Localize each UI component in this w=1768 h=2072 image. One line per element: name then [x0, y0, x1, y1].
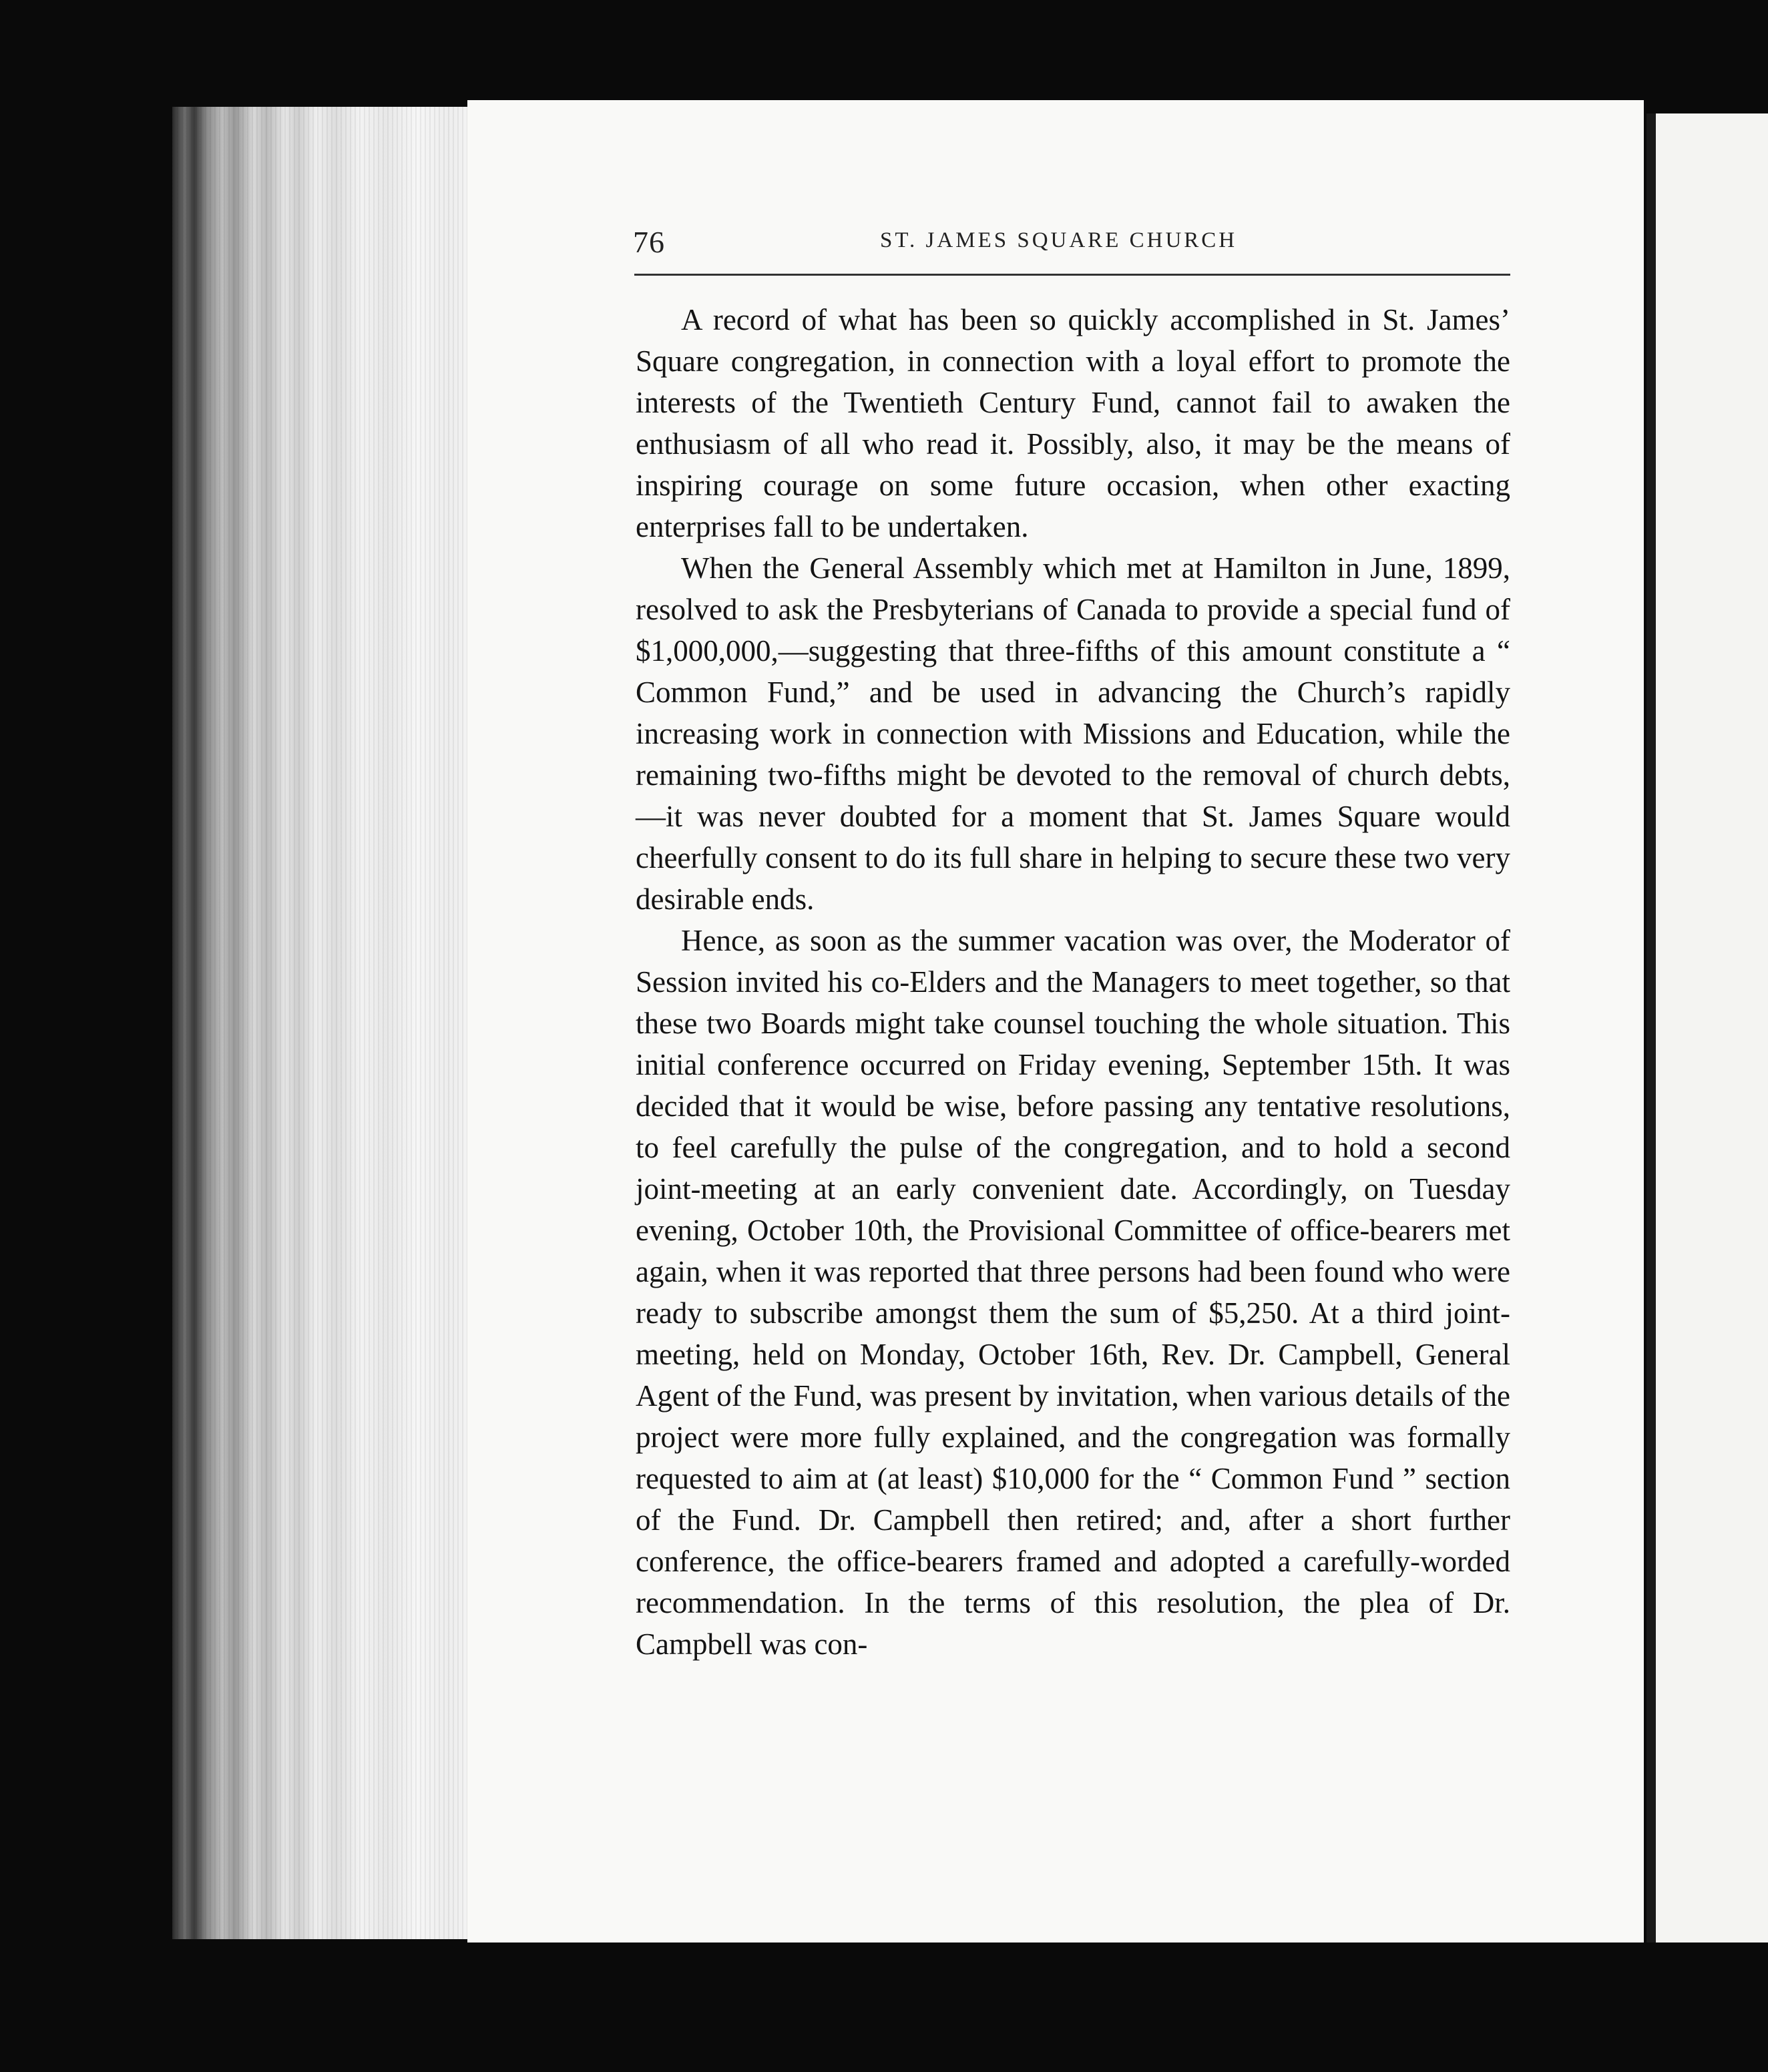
paragraph-1: A record of what has been so quickly accomplished in St. James’ Square congregation, in connection with a loyal effort to promote the interests of the Twentieth Century Fund, cannot fail to awaken the enthusiasm of all who read it. Possibly, also, it may be the means of inspiring courage on some future occasion, when other exacting enterprises fall to be undertaken. — [636, 303, 1510, 543]
page-number: 76 — [633, 225, 665, 259]
header-rule — [634, 274, 1510, 276]
book-page-edges — [172, 107, 486, 1939]
body-text — [636, 299, 1510, 1665]
facing-page-edge — [1646, 113, 1768, 1942]
paragraph-2: When the General Assembly which met at Hamilton in June, 1899, resolved to ask the Presbyterians of Canada to provide a special fund of $1,000,000,—suggesting that three-fifths of this amount constitute a “ Common Fund,” and be used in advancing the Church’s rapidly increasing work in connection with Missions and Education, while the remaining two-fifths might be devoted to the removal of church debts,—it was never doubted for a moment that St. James Square would cheerfully consent to do its full share in helping to secure these two very desirable ends. — [636, 551, 1510, 916]
paragraph-3: Hence, as soon as the summer vacation was over, the Moderator of Session invited his co-Elders and the Managers to meet together, so that these two Boards might take counsel touching the whole situation. This initial conference occurred on Friday evening, September 15th. It was decided that it would be wise, before passing any tentative resolutions, to feel carefully the pulse of the congregation, and to hold a second joint-meeting at an early convenient date. Accordingly, on Tuesday evening, October 10th, the Provisional Committee of office-bearers met again, when it was reported that three persons had been found who were ready to subscribe amongst them the sum of $5,250. At a third joint-meeting, held on Monday, October 16th, Rev. Dr. Campbell, General Agent of the Fund, was present by invitation, when various details of the project were more fully explained, and the congregation was formally requested to aim at (at least) $10,000 for the “ Common Fund ” section of the Fund. Dr. Campbell then retired; and, after a short further conference, the office-bearers framed and adopted a carefully-worded recommendation. In the terms of this resolution, the plea of Dr. Campbell was con- — [636, 924, 1510, 1661]
running-title: ST. JAMES SQUARE CHURCH — [880, 228, 1238, 252]
running-head — [633, 224, 1508, 258]
